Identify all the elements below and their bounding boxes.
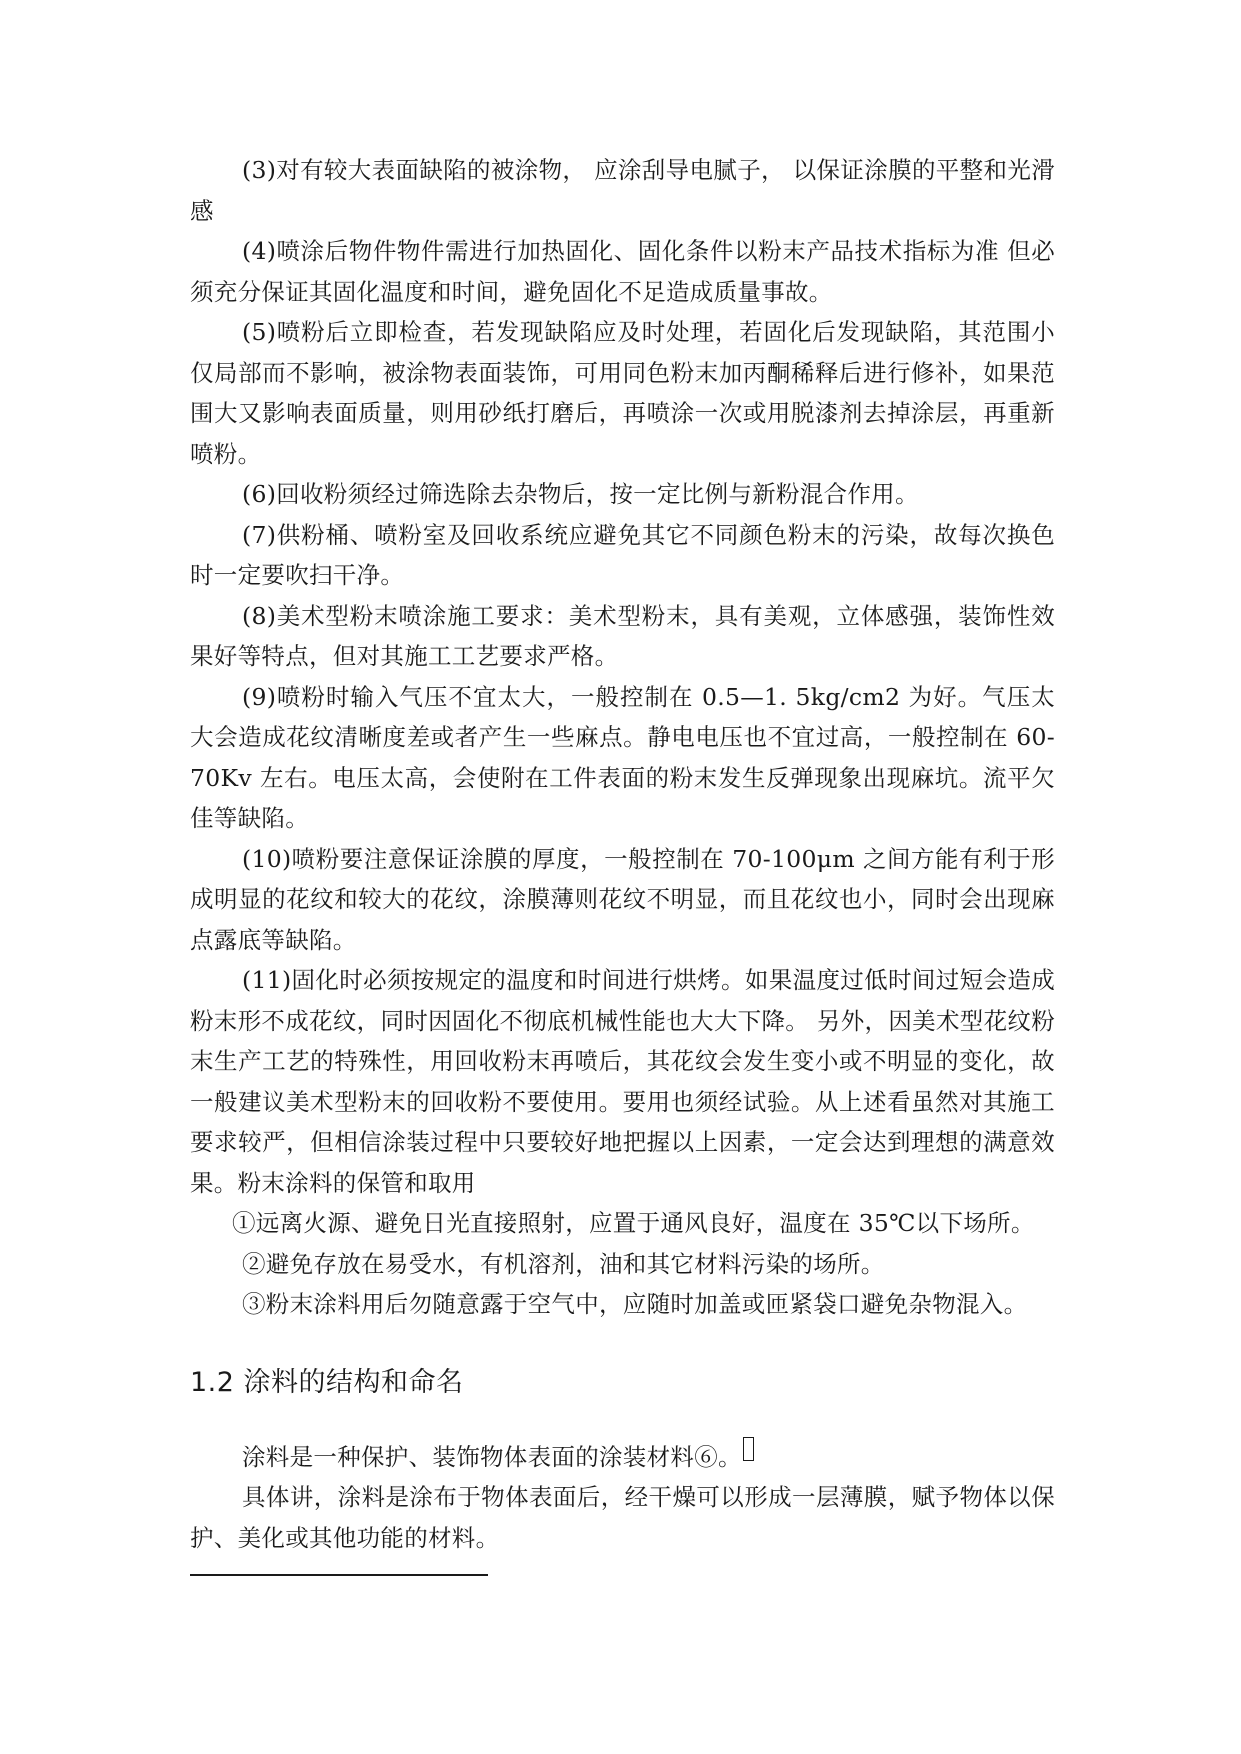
definition-text: 涂料是一种保护、装饰物体表面的涂装材料⑥。 [242,1442,742,1471]
footnote-marker-icon [743,1437,754,1461]
section-heading: 1.2 涂料的结构和命名 [190,1366,464,1398]
paragraph-item-7: (7)供粉桶、喷粉室及回收系统应避免其它不同颜色粉末的污染，故每次换色时一定要吹扫干净。 [190,520,1055,589]
section-paragraph-detail: 具体讲，涂料是涂布于物体表面后，经干燥可以形成一层薄膜，赋予物体以保护、美化或其他功能的材料。 [190,1483,1055,1552]
storage-item-2: ②避免存放在易受水，有机溶剂，油和其它材料污染的场所。 [242,1249,885,1278]
paragraph-item-4: (4)喷涂后物件物件需进行加热固化、固化条件以粉末产品技术指标为准 但必须充分保证其固化温度和时间，避免固化不足造成质量事故。 [190,237,1055,306]
section-paragraph-definition [190,1437,1055,1478]
storage-item-1: ①远离火源、避免日光直接照射，应置于通风良好，温度在 35℃以下场所。 [232,1209,1035,1237]
paragraph-item-9: (9)喷粉时输入气压不宜太大，一般控制在 0.5—1. 5kg/cm2 为好。气压太大会造成花纹清晰度差或者产生一些麻点。静电电压也不宜过高，一般控制在 60-70Kv 左右。电压太高，会使附在工件表面的粉末发生反弹现象出现麻坑。流平欠佳等缺陷。 [190,682,1055,832]
paragraph-item-8: (8)美术型粉末喷涂施工要求：美术型粉末，具有美观，立体感强，装饰性效果好等特点，但对其施工工艺要求严格。 [190,601,1055,670]
paragraph-item-11: (11)固化时必须按规定的温度和时间进行烘烤。如果温度过低时间过短会造成粉末形不成花纹，同时因固化不彻底机械性能也大大下降。 另外，因美术型花纹粉末生产工艺的特殊性，用回收粉末再喷后，其花纹会发生变小或不明显的变化，故一般建议美术型粉末的回收粉不要使用。要用也须经试验。从上述看虽然对其施工要求较严，但相信涂装过程中只要较好地把握以上因素，一定会达到理想的满意效果。粉末涂料的保管和取用 [190,966,1055,1197]
storage-item-3: ③粉末涂料用后勿随意露于空气中，应随时加盖或匝紧袋口避免杂物混入。 [242,1290,1028,1318]
document-body [190,150,1055,1558]
paragraph-item-6: (6)回收粉须经过筛选除去杂物后，按一定比例与新粉混合作用。 [242,480,919,508]
paragraph-item-3: (3)对有较大表面缺陷的被涂物， 应涂刮导电腻子， 以保证涂膜的平整和光滑感 [190,156,1055,225]
paragraph-item-10: (10)喷粉要注意保证涂膜的厚度，一般控制在 70-100μm 之间方能有利于形成明显的花纹和较大的花纹，涂膜薄则花纹不明显，而且花纹也小，同时会出现麻点露底等缺陷。 [190,844,1055,954]
footnote-divider [190,1574,488,1576]
paragraph-item-5: (5)喷粉后立即检查，若发现缺陷应及时处理，若固化后发现缺陷，其范围小仅局部而不影响，被涂物表面装饰，可用同色粉末加丙酮稀释后进行修补，如果范围大又影响表面质量，则用砂纸打磨后，再喷涂一次或用脱漆剂去掉涂层，再重新喷粉。 [190,318,1055,468]
